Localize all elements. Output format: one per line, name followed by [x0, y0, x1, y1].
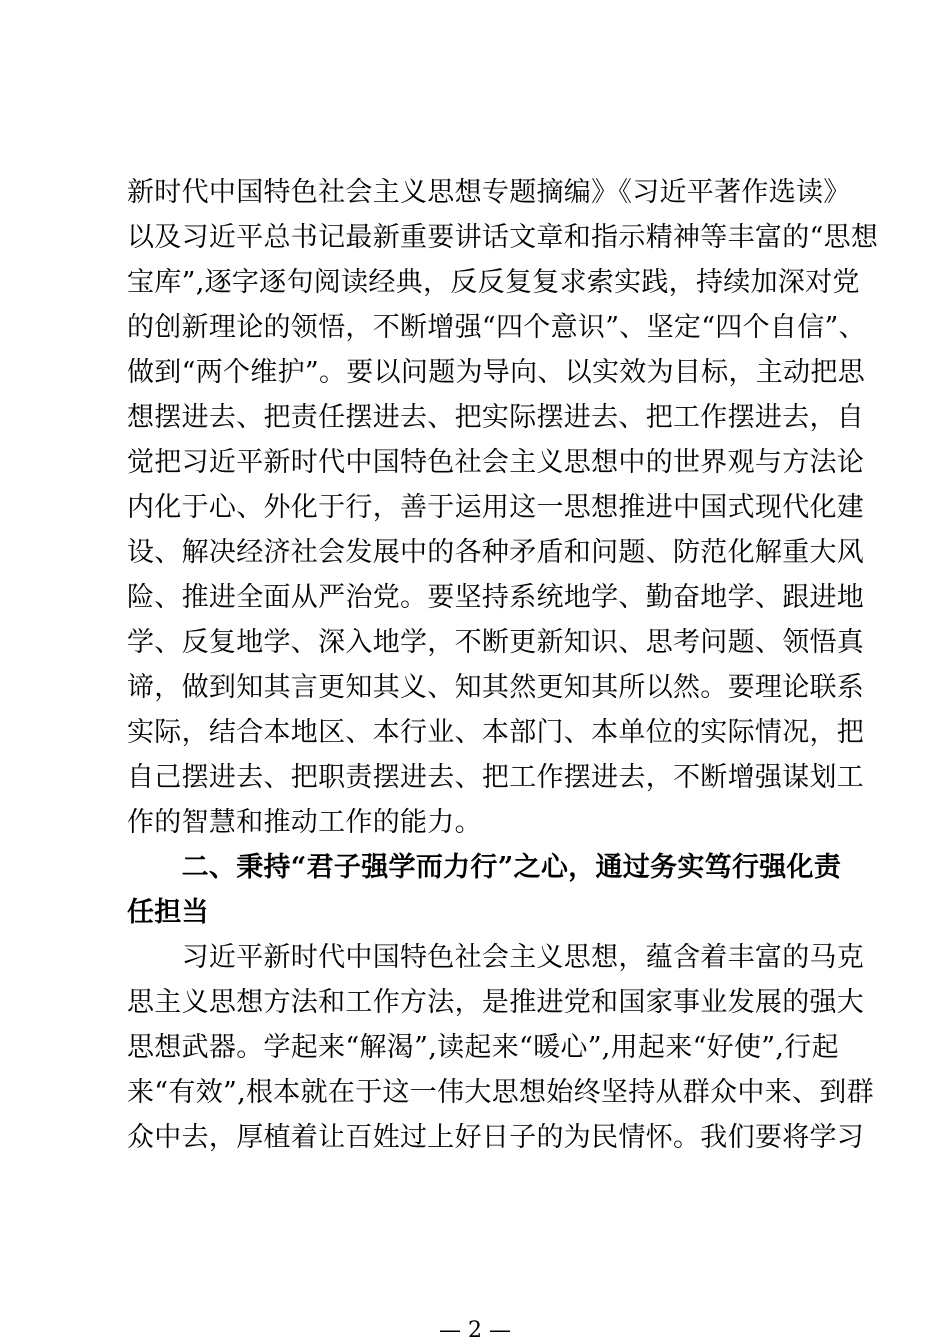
page-number: — 2 —	[439, 1318, 511, 1343]
body-text-line: 觉把习近平新时代中国特色社会主义思想中的世界观与方法论	[127, 447, 865, 478]
body-text-line: 内化于心、外化于行，善于运用这一思想推进中国式现代化建	[127, 492, 865, 523]
body-text-line: 习近平新时代中国特色社会主义思想，蕴含着丰富的马克	[127, 942, 865, 973]
body-text-line: 实际，结合本地区、本行业、本部门、本单位的实际情况，把	[127, 717, 865, 748]
body-text-line: 众中去，厚植着让百姓过上好日子的为民情怀。我们要将学习	[127, 1122, 865, 1153]
body-text-line: 新时代中国特色社会主义思想专题摘编》《习近平著作选读》	[127, 177, 851, 208]
body-text-line: 设、解决经济社会发展中的各种矛盾和问题、防范化解重大风	[127, 537, 865, 568]
body-text-line: 来“有效”,根本就在于这一伟大思想始终坚持从群众中来、到群	[127, 1077, 874, 1108]
body-text-line: 的创新理论的领悟，不断增强“四个意识”、坚定“四个自信”、	[127, 312, 866, 343]
section-heading: 任担当	[127, 897, 209, 928]
body-text-line: 学、反复地学、深入地学，不断更新知识、思考问题、领悟真	[127, 627, 865, 658]
body-text-line: 险、推进全面从严治党。要坚持系统地学、勤奋地学、跟进地	[127, 582, 865, 613]
body-text-line: 想摆进去、把责任摆进去、把实际摆进去、把工作摆进去，自	[127, 402, 865, 433]
body-text-line: 做到“两个维护”。要以问题为导向、以实效为目标，主动把思	[127, 357, 866, 388]
body-text-line: 以及习近平总书记最新重要讲话文章和指示精神等丰富的“思想	[127, 222, 879, 253]
body-text-line: 思主义思想方法和工作方法，是推进党和国家事业发展的强大	[127, 987, 865, 1018]
body-text-line: 宝库”,逐字逐句阅读经典，反反复复求索实践，持续加深对党	[127, 267, 860, 298]
body-text-line: 作的智慧和推动工作的能力。	[127, 807, 482, 838]
body-text-line: 思想武器。学起来“解渴”,读起来“暖心”,用起来“好使”,行起	[127, 1032, 839, 1063]
body-text-line: 谛，做到知其言更知其义、知其然更知其所以然。要理论联系	[127, 672, 865, 703]
section-heading: 二、秉持“君子强学而力行”之心，通过务实笃行强化责	[127, 852, 842, 883]
body-text-line: 自己摆进去、把职责摆进去、把工作摆进去，不断增强谋划工	[127, 762, 865, 793]
